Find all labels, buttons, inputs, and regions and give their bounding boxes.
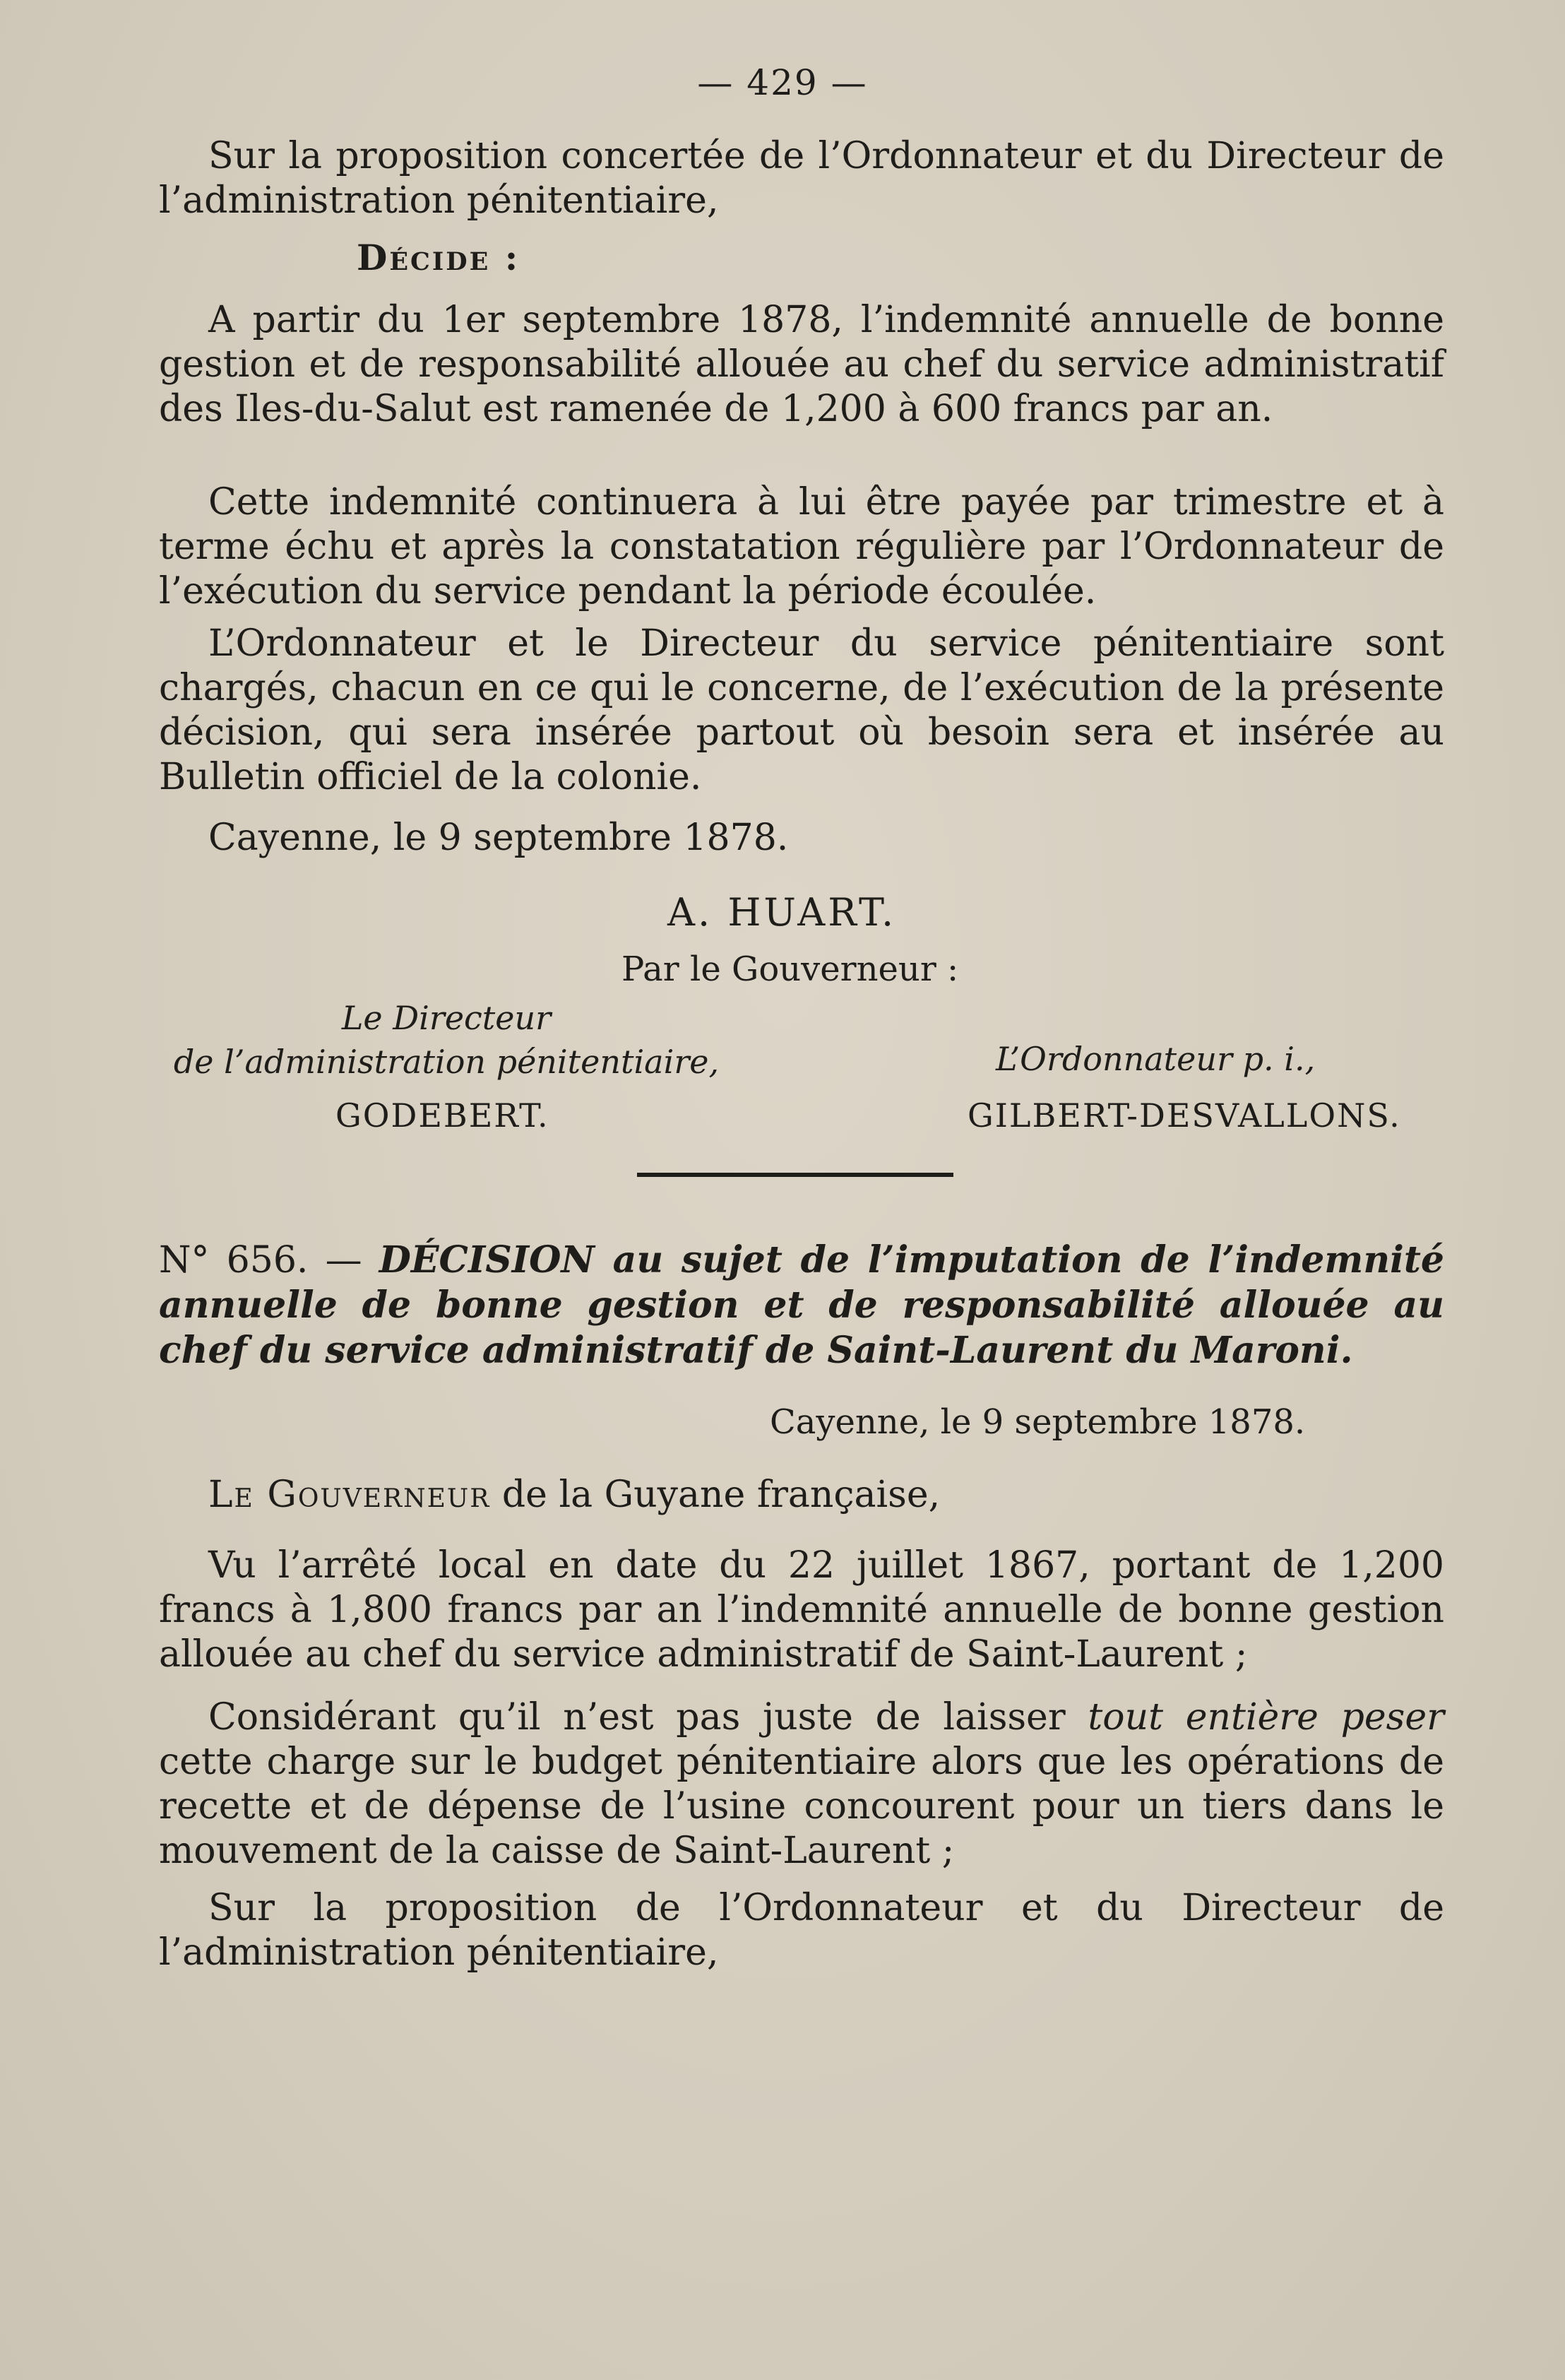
- left-signatory-title: [157, 996, 736, 1084]
- paragraph-article-1: A partir du 1er septembre 1878, l’indemnité annuelle de bonne gestion et de responsabilité allouée au chef du service administratif des Iles-du-Salut est ramenée de 1,200 à 600 francs par an.: [159, 299, 1444, 430]
- right-signatory-name: GILBERT-DESVALLONS.: [968, 1096, 1401, 1135]
- considerant-text-b: cette charge sur le budget pénitentiaire alors que les opérations de recette et de dépense de l’usine concourent pour un tiers dans le mouvement de la caisse de Saint-Laurent ;: [159, 1741, 1444, 1872]
- gouverneur-label: Le Gouverneur: [208, 1474, 491, 1516]
- considerant-paragraph: [159, 1695, 1444, 1873]
- vu-paragraph: Vu l’arrêté local en date du 22 juillet 1867, portant de 1,200 francs à 1,800 francs par an l’indemnité annuelle de bonne gestion allouée au chef du service administratif de Saint-Laurent ;: [159, 1544, 1444, 1676]
- decision-date: Cayenne, le 9 septembre 1878.: [770, 1402, 1306, 1442]
- decision-heading: [159, 1238, 1444, 1373]
- place-date-line: Cayenne, le 9 septembre 1878.: [208, 817, 789, 859]
- left-signatory-title-line-1: Le Directeur: [341, 999, 552, 1037]
- considerant-italic: tout entière peser: [1088, 1696, 1444, 1739]
- decision-number: N° 656. —: [159, 1239, 362, 1281]
- decide-heading: Décide :: [357, 237, 520, 278]
- intro-paragraph: Sur la proposition concertée de l’Ordonnateur et du Directeur de l’administration pénitentiaire,: [159, 135, 1444, 222]
- gouverneur-line: [159, 1473, 1444, 1517]
- paragraph-article-2: Cette indemnité continuera à lui être payée par trimestre et à terme échu et après la constatation régulière par l’Ordonnateur de l’exécution du service pendant la période écoulée.: [159, 481, 1444, 612]
- section-divider: [637, 1173, 953, 1177]
- decision-title: DÉCISION au sujet de l’imputation de l’indemnité annuelle de bonne gestion et de responsabilité allouée au chef du service administratif de Saint-Laurent du Maroni.: [159, 1238, 1444, 1372]
- final-paragraph: Sur la proposition de l’Ordonnateur et du Directeur de l’administration pénitentiaire,: [159, 1887, 1444, 1974]
- page-number: — 429 —: [697, 62, 868, 103]
- paragraph-article-3: L’Ordonnateur et le Directeur du service pénitentiaire sont chargés, chacun en ce qui le concerne, de l’exécution de la présente décision, qui sera insérée partout où besoin sera et insérée au Bulletin officiel de la colonie.: [159, 622, 1444, 798]
- left-signatory-name: GODEBERT.: [335, 1096, 549, 1135]
- left-signatory-title-line-2: de l’administration pénitentiaire,: [173, 1043, 720, 1081]
- right-signatory-title: L’Ordonnateur p. i.,: [996, 1040, 1316, 1078]
- considerant-text-a: Considérant qu’il n’est pas juste de laisser: [208, 1696, 1088, 1739]
- governor-signature: A. HUART.: [667, 890, 897, 935]
- gouverneur-suffix: de la Guyane française,: [490, 1474, 941, 1516]
- par-le-gouverneur: Par le Gouverneur :: [621, 949, 959, 989]
